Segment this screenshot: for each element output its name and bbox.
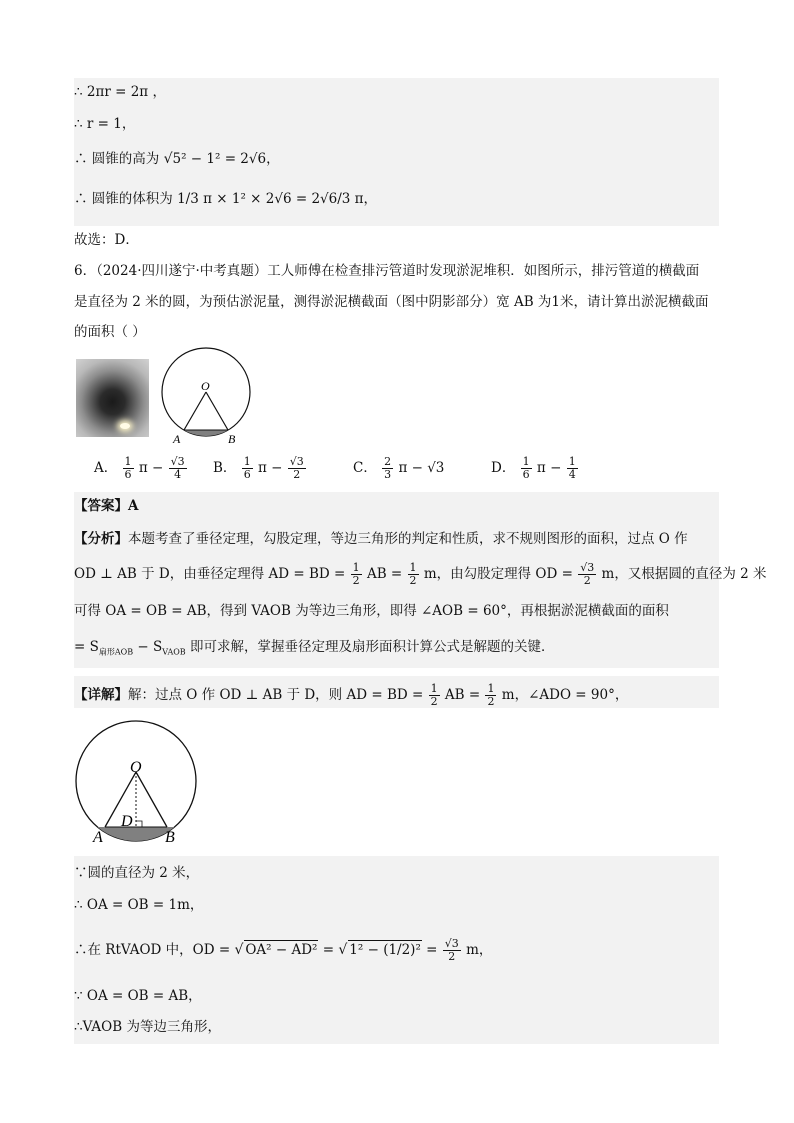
fraction: $\frac{1}{6}$ — [522, 455, 530, 481]
label-a: A — [93, 829, 103, 846]
option-text: π − √3 — [398, 460, 445, 476]
analysis-text: 本题考查了垂径定理，勾股定理，等边三角形的判定和性质，求不规则图形的面积，过点 O 作 — [128, 531, 688, 547]
sqrt-symbol: √ — [338, 942, 348, 958]
option-b — [213, 456, 307, 481]
analysis-text: m，又根据圆的直径为 2 米 — [601, 566, 767, 582]
step-text: m， — [466, 942, 493, 958]
fraction: $\frac{2}{3}$ — [384, 455, 392, 481]
math-expression: 5² − 1² = 2√6 — [172, 151, 267, 167]
line-text: ∴ r = 1， — [74, 116, 136, 132]
pipe-photo — [76, 359, 149, 437]
detail-text: 解：过点 O 作 OD ⊥ AB 于 D，则 AD = BD = — [128, 687, 424, 703]
fraction: $\frac{1}{2}$ — [409, 561, 417, 587]
step-4 — [74, 987, 719, 1005]
question-text: 的面积（ ） — [74, 324, 146, 340]
line-text: ∴ 圆锥的高为 — [74, 151, 160, 167]
line-choice — [74, 231, 719, 249]
step-3 — [74, 938, 719, 963]
step-text: ∴VAOB 为等边三角形， — [74, 1019, 221, 1035]
line-2pir — [74, 83, 719, 101]
option-text: π − — [258, 460, 283, 476]
analysis-text: AB = — [366, 566, 403, 582]
option-label: A． — [94, 460, 118, 476]
analysis-text: 即可求解，掌握垂径定理及扇形面积计算公式是解题的关键． — [185, 639, 555, 655]
question-line-2 — [74, 293, 719, 311]
analysis-text: m，由勾股定理得 OD = — [423, 566, 573, 582]
line-text: ∴ 2πr = 2π ， — [74, 84, 166, 100]
label-b: B — [165, 829, 175, 846]
fraction: $\frac{√3}{2}$ — [289, 455, 304, 481]
option-label: C． — [353, 460, 377, 476]
light-glow — [120, 423, 130, 429]
fraction: $\frac{1}{2}$ — [487, 682, 495, 708]
option-label: D． — [491, 460, 516, 476]
math-expression: OA² − AD² — [245, 942, 318, 958]
step-5 — [74, 1018, 719, 1036]
option-label: B． — [213, 460, 237, 476]
fraction: $\frac{√3}{4}$ — [170, 455, 185, 481]
sqrt-symbol: √ — [163, 151, 173, 167]
step-text: ∵圆的直径为 2 米， — [74, 865, 200, 881]
fraction: $\frac{1}{2}$ — [430, 682, 438, 708]
figure-circle-2 — [74, 716, 198, 850]
segment-oa — [184, 392, 206, 430]
math-expression: 1/3 π × 1² × 2√6 = 2√6/3 π — [177, 191, 364, 207]
analysis-line-1 — [74, 530, 719, 548]
label-b: B — [228, 432, 236, 446]
analysis-text: = S — [74, 639, 99, 655]
step-text: ∵ OA = OB = AB， — [74, 988, 202, 1004]
math-expression: 1² − (1/2)² — [349, 942, 421, 958]
option-c — [353, 456, 444, 481]
option-text: π − — [536, 460, 562, 476]
line-r — [74, 115, 719, 133]
line-cone-volume: ∴ 圆锥的体积为 1/3 π × 1² × 2√6 = 2√6/3 π， — [74, 191, 378, 207]
subscript: VAOB — [162, 647, 186, 657]
detail-text: AB = — [444, 687, 481, 703]
detail-tag: 【详解】 — [74, 687, 128, 703]
subscript: 扇形AOB — [98, 647, 134, 657]
figure-circle-1 — [156, 346, 256, 446]
line-cone-height: ∴ 圆锥的高为 √5² − 1² = 2√6， — [74, 151, 280, 167]
option-text: π − — [138, 460, 164, 476]
analysis-line-2 — [74, 561, 767, 587]
question-text: 6．（2024·四川遂宁·中考真题）工人师傅在检查排污管道时发现淤泥堆积．如图所示，排污管道的横截面 — [74, 263, 700, 279]
detail-line-1 — [74, 683, 719, 708]
line-text: ∴ 圆锥的体积为 — [74, 191, 173, 207]
analysis-text: OD ⊥ AB 于 D，由垂径定理得 AD = BD = — [74, 566, 346, 582]
sludge-shade — [156, 430, 256, 446]
fraction: $\frac{1}{6}$ — [243, 455, 251, 481]
label-d: D — [121, 813, 133, 830]
analysis-text: − S — [133, 639, 163, 655]
detail-text: m，∠ADO = 90°， — [501, 687, 629, 703]
analysis-text: 可得 OA = OB = AB，得到 VAOB 为等边三角形，即得 ∠AOB = 60°，再根据淤泥横截面的面积 — [74, 603, 669, 619]
analysis-tag: 【分析】 — [74, 531, 128, 547]
question-line-3 — [74, 323, 719, 341]
fraction: $\frac{√3}{2}$ — [444, 937, 459, 963]
step-text: = — [426, 942, 438, 958]
option-d — [491, 456, 579, 481]
step-text: ∴在 RtVAOD 中，OD = — [74, 942, 231, 958]
answer-text: 【答案】A — [74, 498, 139, 514]
answer-line — [74, 497, 719, 515]
fraction: $\frac{√3}{2}$ — [580, 561, 595, 587]
step-2 — [74, 896, 719, 914]
option-a — [94, 456, 188, 481]
fraction: $\frac{1}{6}$ — [124, 455, 132, 481]
analysis-line-3 — [74, 602, 719, 620]
step-text: ∴ OA = OB = 1m， — [74, 897, 204, 913]
label-o: O — [130, 759, 142, 776]
question-line-1 — [74, 262, 719, 280]
fraction: $\frac{1}{2}$ — [352, 561, 360, 587]
line-text: 故选：D． — [74, 232, 139, 248]
analysis-line-4 — [74, 638, 719, 662]
label-a: A — [173, 432, 181, 446]
question-text: 是直径为 2 米的圆，为预估淤泥量，测得淤泥横截面（图中阴影部分）宽 AB 为1米，请计算出淤泥横截面 — [74, 294, 709, 310]
fraction: $\frac{1}{4}$ — [568, 455, 576, 481]
label-o: O — [201, 379, 210, 393]
segment-ob — [206, 392, 228, 430]
step-1 — [74, 864, 719, 882]
sqrt-symbol: √ — [234, 942, 244, 958]
step-text: = — [322, 942, 335, 958]
